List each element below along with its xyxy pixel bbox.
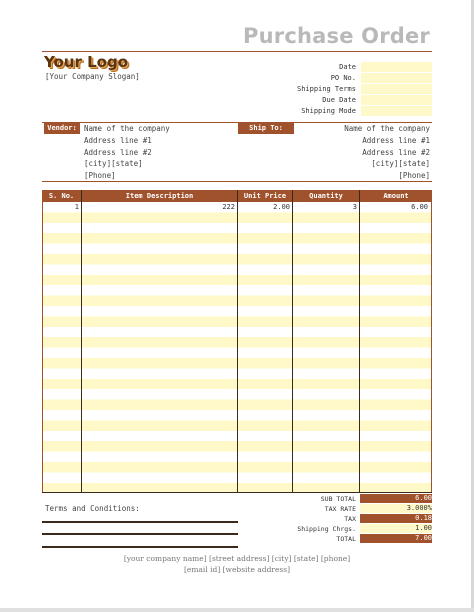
page-edge-bottom — [0, 608, 474, 612]
meta-row-due-date — [260, 95, 432, 106]
vendor-underline — [42, 181, 238, 182]
header-sno: S. No. — [42, 190, 81, 202]
terms-line[interactable] — [42, 533, 238, 535]
ship-to-company-name[interactable]: Name of the company — [344, 124, 430, 133]
cell-quantity[interactable]: 3 — [352, 203, 357, 211]
due-date-field[interactable] — [361, 95, 432, 105]
footer-contact: [email id] [website address] — [183, 565, 291, 574]
cell-description[interactable]: 222 — [222, 203, 235, 211]
meta-row-po-no — [260, 73, 432, 84]
meta-row-shipping-mode — [260, 106, 432, 117]
terms-line[interactable] — [42, 546, 238, 548]
shipping-charges-label: Shipping Chrgs. — [297, 525, 356, 533]
column-divider — [292, 190, 293, 493]
company-slogan: [Your Company Slogan] — [45, 72, 140, 81]
shipping-terms-field[interactable] — [361, 84, 432, 94]
ship-to-address-line-1[interactable]: Address line #1 — [362, 136, 430, 145]
shipping-charges-field[interactable]: 1.00 — [360, 524, 432, 533]
tax-rate-field[interactable]: 3.000% — [360, 504, 432, 513]
vendor-tag: Vendor: — [44, 123, 80, 134]
cell-unit-price[interactable]: 2.00 — [273, 203, 290, 211]
vendor-phone[interactable]: [Phone] — [84, 171, 116, 180]
po-number-field[interactable] — [361, 73, 432, 83]
document-title: Purchase Order — [243, 24, 430, 48]
meta-label-po-no: PO No. — [330, 74, 356, 82]
column-divider — [237, 190, 238, 493]
meta-label-date: Date — [339, 63, 356, 71]
ship-to-address-line-2[interactable]: Address line #2 — [362, 148, 430, 157]
header-amount: Amount — [360, 190, 432, 202]
cell-amount[interactable]: 6.00 — [411, 203, 428, 211]
date-field[interactable] — [361, 62, 432, 72]
tax-label: TAX — [344, 515, 356, 523]
total-value: 7.00 — [360, 534, 432, 543]
ship-to-city-state[interactable]: [city][state] — [371, 159, 430, 168]
vendor-address-line-1[interactable]: Address line #1 — [84, 136, 152, 145]
tax-rate-label: TAX RATE — [324, 505, 356, 513]
column-divider — [359, 190, 360, 493]
terms-line[interactable] — [42, 521, 238, 523]
meta-label-due-date: Due Date — [322, 96, 356, 104]
table-bottom-border — [42, 492, 432, 493]
items-table — [42, 190, 432, 493]
table-border-left — [42, 190, 43, 493]
ship-to-underline — [238, 181, 432, 182]
company-logo: Your Logo — [44, 53, 128, 71]
subtotal-value: 6.00 — [360, 494, 432, 503]
header-item-description: Item Description — [82, 190, 237, 202]
vendor-city-state[interactable]: [city][state] — [84, 159, 143, 168]
terms-label: Terms and Conditions: — [45, 504, 140, 513]
title-divider — [42, 51, 432, 52]
meta-row-date — [260, 62, 432, 73]
column-divider — [81, 190, 82, 493]
vendor-company-name[interactable]: Name of the company — [84, 124, 170, 133]
subtotal-label: SUB TOTAL — [320, 495, 356, 503]
meta-label-shipping-mode: Shipping Mode — [301, 107, 356, 115]
tax-value: 0.18 — [360, 514, 432, 523]
table-border-right — [431, 190, 432, 493]
header-unit-price: Unit Price — [238, 190, 292, 202]
shipping-mode-field[interactable] — [361, 106, 432, 116]
total-label: TOTAL — [336, 535, 356, 543]
footer-address: [your company name] [street address] [city] [state] [phone] — [123, 554, 351, 563]
header-quantity: Quantity — [293, 190, 359, 202]
meta-row-shipping-terms — [260, 84, 432, 95]
address-divider — [42, 122, 432, 123]
ship-to-tag: Ship To: — [238, 123, 294, 134]
cell-sno[interactable]: 1 — [74, 203, 79, 211]
vendor-address-line-2[interactable]: Address line #2 — [84, 148, 152, 157]
ship-to-phone[interactable]: [Phone] — [398, 171, 430, 180]
meta-label-shipping-terms: Shipping Terms — [296, 85, 356, 93]
